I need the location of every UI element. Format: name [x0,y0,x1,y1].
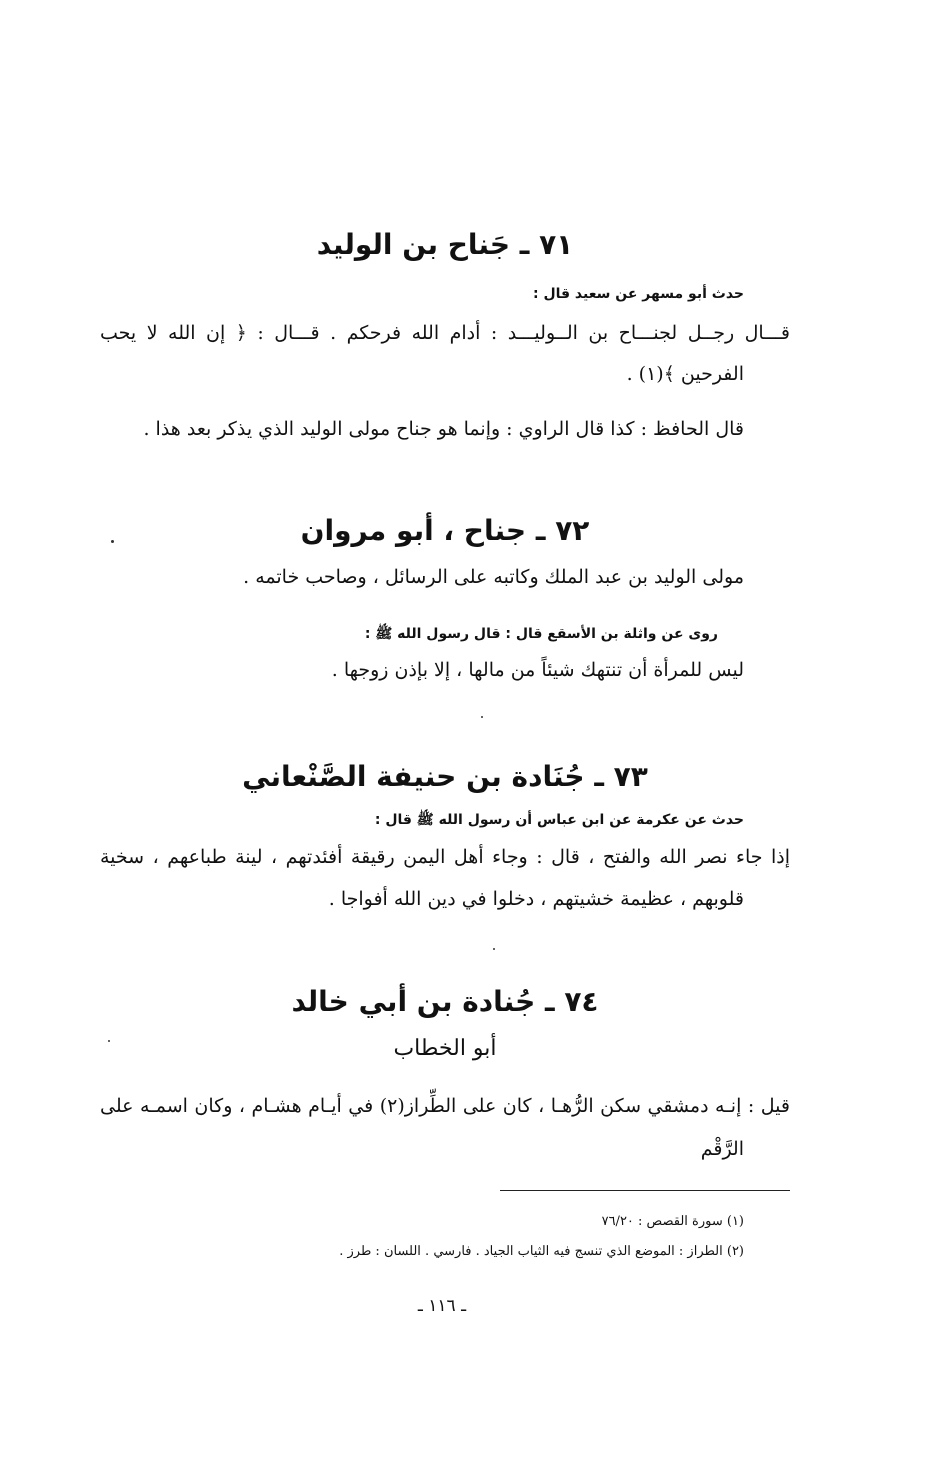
page-number: ـ ١١٦ ـ [417,1296,467,1316]
entry-72-heading: ٧٢ ـ جناح ، أبو مروان [300,514,590,547]
entry-73-text-line2: قلوبهم ، عظيمة خشيتهم ، دخلوا في دين الله أفواجا . [328,888,744,910]
scan-speck [481,716,483,718]
entry-73-heading: ٧٣ ـ جُنَادة بن حنيفة الصَّنْعاني [242,760,648,793]
entry-71-text-line1: قـــال رجــل لجنـــاح بن الــوليـــد : أدام الله فرحكم . قـــال : ﴿ إن الله لا يحب [100,322,790,344]
footnote-divider [500,1190,790,1191]
scan-speck [111,540,114,543]
scan-speck [108,1040,110,1042]
entry-72-text: ليس للمرأة أن تنتهك شيئاً من مالها ، إلا بإذن زوجها . [331,659,744,681]
entry-72-narrator: روى عن واثلة بن الأسقع قال : قال رسول الله ﷺ : [364,626,718,642]
entry-71-heading: ٧١ ـ جَناح بن الوليد [316,228,574,261]
entry-74-kunya: أبو الخطاب [393,1036,497,1061]
entry-74-heading: ٧٤ ـ جُنادة بن أبي خالد [291,985,599,1018]
entry-73-narrator: حدث عن عكرمة عن ابن عباس أن رسول الله ﷺ قال : [374,812,744,828]
entry-71-narrator: حدث أبو مسهر عن سعيد قال : [533,286,744,302]
entry-72-description: مولى الوليد بن عبد الملك وكاتبه على الرسائل ، وصاحب خاتمه . [243,566,744,588]
entry-71-note: قال الحافظ : كذا قال الراوي : وإنما هو جناح مولى الوليد الذي يذكر بعد هذا . [143,418,744,440]
footnote-1: (١) سورة القصص : ٧٦/٢٠ [601,1214,744,1229]
scan-speck [493,948,495,950]
entry-74-text-line2: الرَّقْم [700,1138,744,1160]
entry-74-text-line1: قيل : إنـه دمشقي سكن الرُّهـا ، كان على الطِّراز(٢) في أيـام هشـام ، وكان اسمـه على [100,1095,790,1117]
entry-71-text-line2: الفرحين ﴾(١) . [626,363,744,385]
footnote-2: (٢) الطراز : الموضع الذي تنسج فيه الثياب الجياد . فارسي . اللسان : طرز . [339,1244,744,1259]
entry-73-text-line1: إذا جاء نصر الله والفتح ، قال : وجاء أهل اليمن رقيقة أفئدتهم ، لينة طباعهم ، سخية [100,846,790,868]
